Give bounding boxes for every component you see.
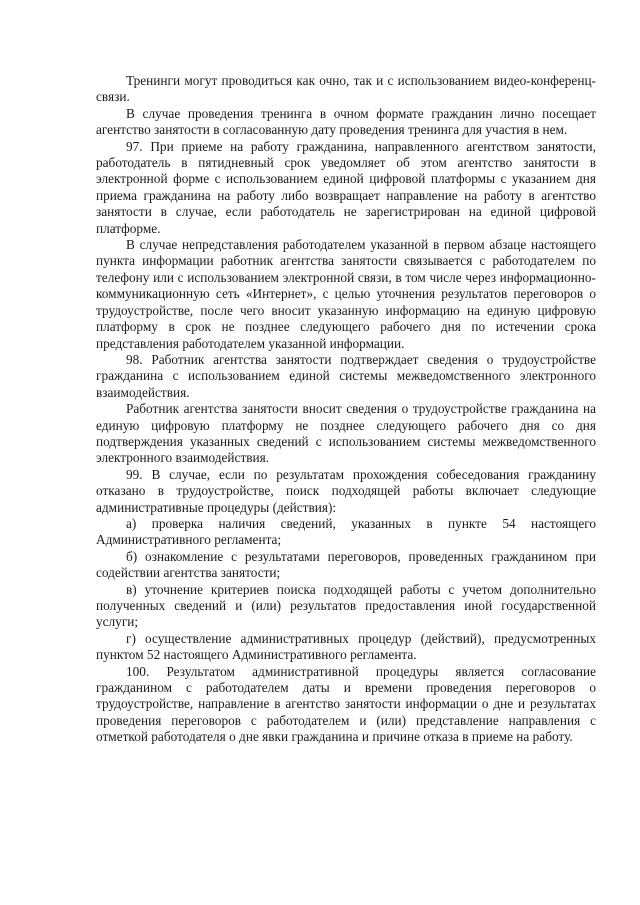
paragraph-97-employer-contact: В случае непредставления работодателем указанной в первом абзаце настоящего пункта информации работник агентства занятости связывается с работодателем по телефону или с использованием электронной связи, в том числе через информационно-коммуникационную сеть «Интернет», с целью уточнения результатов переговоров о трудоустройстве, после чего вносит указанную информацию на единую цифровую платформу в срок не позднее следующего рабочего дня по истечении срока представления работодателем указанной информации.: [96, 237, 596, 351]
paragraph-100: 100. Результатом административной процедуры является согласование гражданином с работодателем даты и времени проведения переговоров о трудоустройстве, направление в агентство занятости информации о дне и результатах проведения переговоров с работодателем и (или) представление направления с отметкой работодателя о дне явки гражданина и причине отказа в приеме на работу.: [96, 663, 596, 745]
paragraph-98: 98. Работник агентства занятости подтверждает сведения о трудоустройстве гражданина с использованием единой системы межведомственного электронного взаимодействия.: [96, 351, 596, 400]
paragraph-97: 97. При приеме на работу гражданина, направленного агентством занятости, работодатель в пятидневный срок уведомляет об этом агентство занятости в электронной форме с использованием единой цифровой платформы с указанием дня приема гражданина на работу либо возвращает направление на работу в агентство занятости в случае, если работодатель не зарегистрирован на единой цифровой платформе.: [96, 138, 596, 236]
paragraph-99-item-g: г) осуществление административных процедур (действий), предусмотренных пунктом 52 настоящего Административного регламента.: [96, 630, 596, 663]
paragraph-98-data-entry: Работник агентства занятости вносит сведения о трудоустройстве гражданина на единую цифровую платформу не позднее следующего рабочего дня со дня подтверждения указанных сведений с использованием системы межведомственного электронного взаимодействия.: [96, 401, 596, 466]
document-page: [96, 73, 596, 746]
paragraph-99-item-b: б) ознакомление с результатами переговоров, проведенных гражданином при содействии агентства занятости;: [96, 548, 596, 581]
paragraph-99: 99. В случае, если по результатам прохождения собеседования гражданину отказано в трудоустройстве, поиск подходящей работы включает следующие административные процедуры (действия):: [96, 466, 596, 515]
paragraph-99-item-a: а) проверка наличия сведений, указанных в пункте 54 настоящего Административного регламента;: [96, 515, 596, 548]
paragraph-in-person-training: В случае проведения тренинга в очном формате гражданин лично посещает агентство занятости в согласованную дату проведения тренинга для участия в нем.: [96, 105, 596, 138]
paragraph-training-format: Тренинги могут проводиться как очно, так и с использованием видео-конференц-связи.: [96, 73, 596, 105]
paragraph-99-item-v: в) уточнение критериев поиска подходящей работы с учетом дополнительно полученных сведений и (или) результатов предоставления иной государственной услуги;: [96, 581, 596, 630]
